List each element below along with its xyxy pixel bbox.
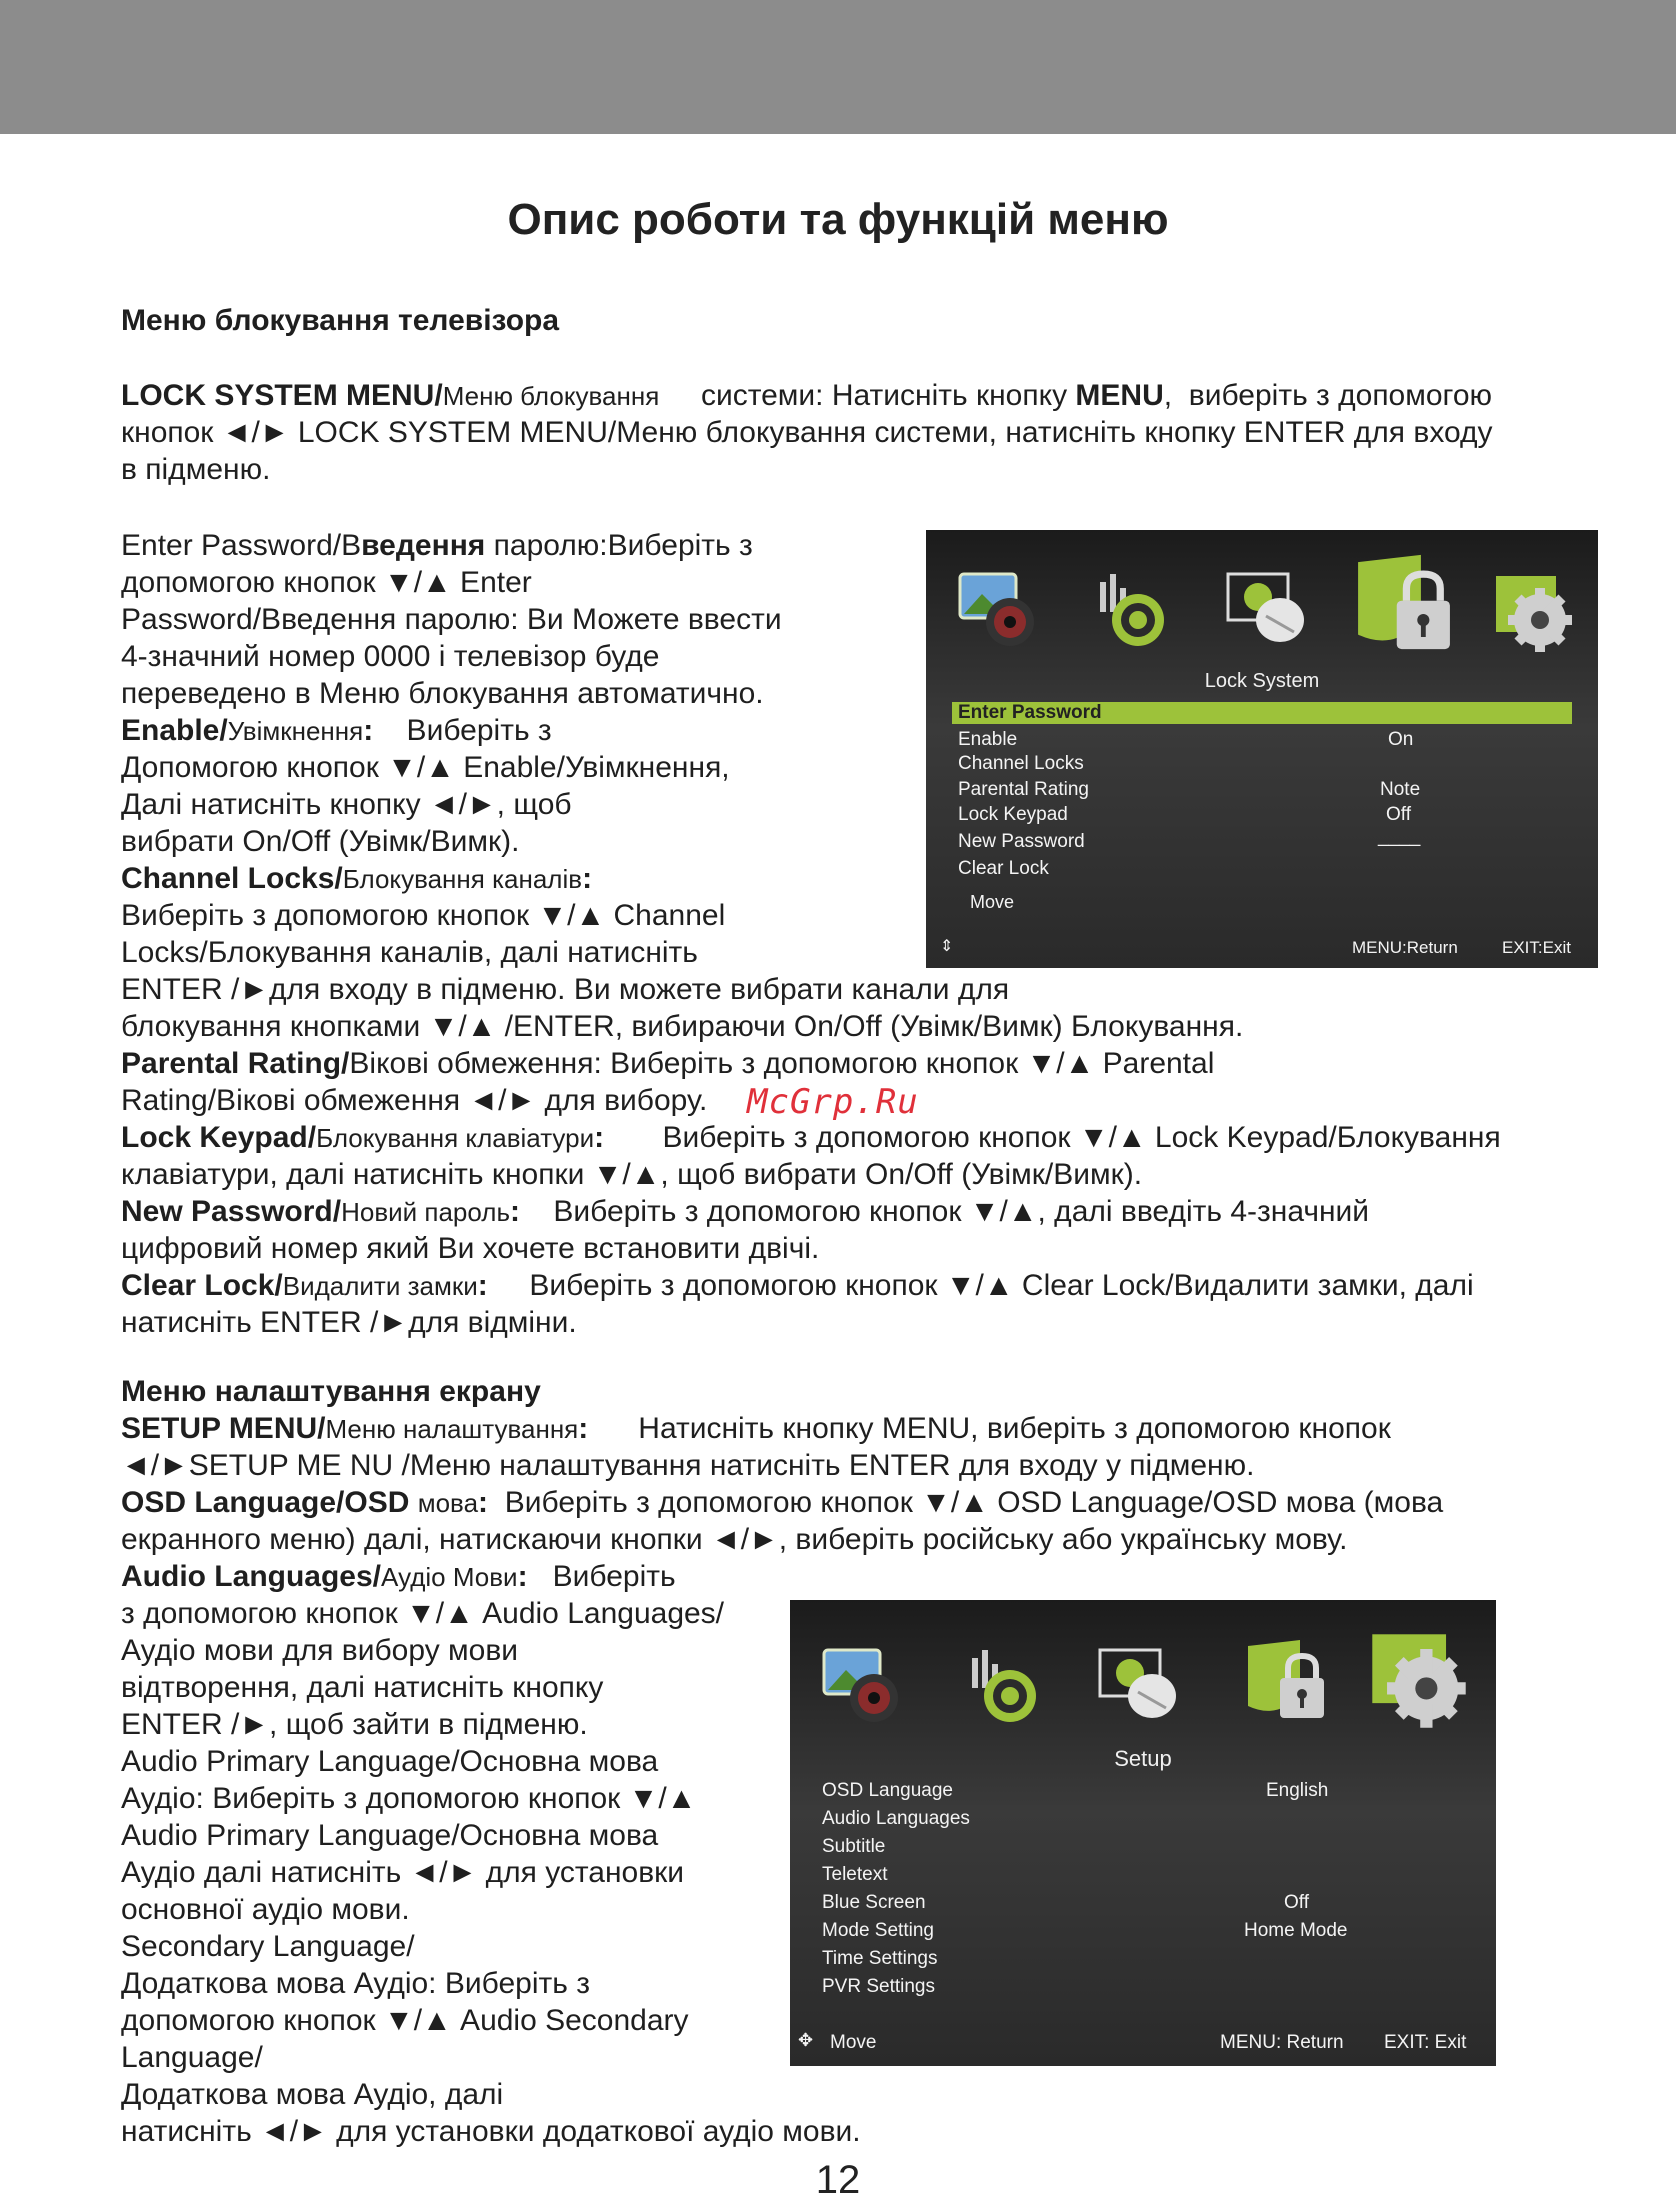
paragraph-line: допомогою кнопок ▼/▲ Audio Secondary bbox=[121, 2004, 689, 2037]
channel-icon[interactable] bbox=[1218, 560, 1314, 656]
channel-icon[interactable] bbox=[1090, 1636, 1186, 1732]
page-number: 12 bbox=[815, 2158, 861, 2202]
paragraph-line: Enter Password/Введення паролю:Виберіть з bbox=[121, 529, 753, 562]
paragraph-line: LOCK SYSTEM MENU/Меню блокування системи: Натисніть кнопку MENU, виберіть з допомогою bbox=[121, 379, 1493, 412]
paragraph-line: New Password/Новий пароль: Виберіть з допомогою кнопок ▼/▲, далі введіть 4-значний bbox=[121, 1195, 1370, 1228]
menu-item-lock-keypad[interactable]: Lock Keypad bbox=[958, 804, 1068, 825]
paragraph-line: переведено в Меню блокування автоматично. bbox=[121, 677, 764, 710]
osd-language-value: English bbox=[1266, 1780, 1329, 1801]
paragraph-line: в підменю. bbox=[121, 453, 271, 486]
paragraph-line: з допомогою кнопок ▼/▲ Audio Languages/ bbox=[121, 1597, 725, 1630]
paragraph-line: основної аудіо мови. bbox=[121, 1893, 410, 1926]
lock-icon[interactable] bbox=[1238, 1636, 1334, 1732]
menu-item-subtitle[interactable]: Subtitle bbox=[822, 1836, 886, 1857]
move-hint: Move bbox=[830, 2032, 877, 2053]
paragraph-line: ◄/►SETUP ME NU /Меню налаштування натисніть ENTER для входу у підменю. bbox=[121, 1449, 1255, 1482]
paragraph-line: Audio Primary Language/Основна мова bbox=[121, 1819, 659, 1852]
menu-item-mode-setting[interactable]: Mode Setting bbox=[822, 1920, 934, 1941]
new-password-value: ____ bbox=[1378, 826, 1421, 847]
menu-item-enter-password[interactable]: Enter Password bbox=[958, 702, 1102, 723]
setup-title: Setup bbox=[1114, 1746, 1172, 1771]
exit-hint: EXIT:Exit bbox=[1502, 938, 1571, 957]
menu-item-new-password[interactable]: New Password bbox=[958, 831, 1085, 852]
lock-system-screen bbox=[926, 530, 1598, 968]
paragraph-line: Audio Languages/Аудіо Мови: Виберіть bbox=[121, 1560, 676, 1593]
menu-item-audio-languages[interactable]: Audio Languages bbox=[822, 1808, 970, 1829]
paragraph-line: Clear Lock/Видалити замки: Виберіть з допомогою кнопок ▼/▲ Clear Lock/Видалити замки, далі bbox=[121, 1269, 1474, 1302]
paragraph-line: блокування кнопками ▼/▲ /ENTER, вибираючи On/Off (Увімк/Вимк) Блокування. bbox=[121, 1010, 1244, 1043]
picture-icon[interactable] bbox=[950, 560, 1046, 656]
paragraph-line: Виберіть з допомогою кнопок ▼/▲ Channel bbox=[121, 899, 726, 932]
menu-icon-row bbox=[926, 530, 1598, 680]
blue-screen-value: Off bbox=[1284, 1892, 1309, 1913]
paragraph-line: Додаткова мова Аудіо, далі bbox=[121, 2078, 504, 2111]
setup-screen bbox=[790, 1600, 1496, 2066]
paragraph-line: екранного меню) далі, натискаючи кнопки ◄/►, виберіть російську або українську мову. bbox=[121, 1523, 1348, 1556]
paragraph-line: Enable/Увімкнення: Виберіть з bbox=[121, 714, 552, 747]
paragraph-line: Аудіо: Виберіть з допомогою кнопок ▼/▲ bbox=[121, 1782, 697, 1815]
paragraph-line: вибрати On/Off (Увімк/Вимк). bbox=[121, 825, 520, 858]
paragraph-line: Аудіо мови для вибору мови bbox=[121, 1634, 519, 1667]
menu-item-clear-lock[interactable]: Clear Lock bbox=[958, 858, 1049, 879]
setup-icon[interactable] bbox=[1486, 566, 1582, 662]
paragraph-line: цифровий номер який Ви хочете встановити двічі. bbox=[121, 1232, 820, 1265]
menu-item-channel-locks[interactable]: Channel Locks bbox=[958, 753, 1084, 774]
mode-setting-value: Home Mode bbox=[1244, 1920, 1348, 1941]
paragraph-line: Language/ bbox=[121, 2041, 263, 2074]
paragraph-line: SETUP MENU/Меню налаштування: Натисніть кнопку MENU, виберіть з допомогою кнопок bbox=[121, 1412, 1391, 1445]
sound-icon[interactable] bbox=[1084, 560, 1180, 656]
picture-icon[interactable] bbox=[814, 1636, 910, 1732]
menu-item-parental-rating[interactable]: Parental Rating bbox=[958, 779, 1089, 800]
lock-system-title: Lock System bbox=[1204, 670, 1320, 692]
paragraph-line: допомогою кнопок ▼/▲ Enter bbox=[121, 566, 532, 599]
menu-icon-row bbox=[790, 1600, 1496, 1750]
paragraph-line: Lock Keypad/Блокування клавіатури: Виберіть з допомогою кнопок ▼/▲ Lock Keypad/Блокування bbox=[121, 1121, 1501, 1154]
paragraph-line: Далі натисніть кнопку ◄/►, щоб bbox=[121, 788, 572, 821]
paragraph-line: Password/Введення паролю: Ви Можете ввести bbox=[121, 603, 782, 636]
exit-hint: EXIT: Exit bbox=[1384, 2032, 1467, 2053]
paragraph-line: Допомогою кнопок ▼/▲ Enable/Увімкнення, bbox=[121, 751, 730, 784]
lock-keypad-value: Off bbox=[1386, 804, 1411, 825]
section-heading-lock: Меню блокування телевізора bbox=[121, 304, 560, 337]
menu-item-osd-language[interactable]: OSD Language bbox=[822, 1780, 953, 1801]
menu-item-time-settings[interactable]: Time Settings bbox=[822, 1948, 938, 1969]
menu-item-pvr-settings[interactable]: PVR Settings bbox=[822, 1976, 935, 1997]
paragraph-line: натисніть ◄/► для установки додаткової аудіо мови. bbox=[121, 2115, 861, 2148]
paragraph-line: кнопок ◄/► LOCK SYSTEM MENU/Меню блокування системи, натисніть кнопку ENTER для входу bbox=[121, 416, 1493, 449]
menu-item-enable[interactable]: Enable bbox=[958, 729, 1018, 750]
paragraph-line: Parental Rating/Вікові обмеження: Виберіть з допомогою кнопок ▼/▲ Parental bbox=[121, 1047, 1215, 1080]
paragraph-line: OSD Language/OSD мова: Виберіть з допомогою кнопок ▼/▲ OSD Language/OSD мова (мова bbox=[121, 1486, 1444, 1519]
updown-arrow-icon: ⇕ bbox=[940, 938, 954, 955]
watermark: McGrp.Ru bbox=[747, 1082, 919, 1122]
paragraph-line: клавіатури, далі натисніть кнопки ▼/▲, щоб вибрати On/Off (Увімк/Вимк). bbox=[121, 1158, 1143, 1191]
menu-return-hint: MENU: Return bbox=[1220, 2032, 1344, 2053]
paragraph-line: відтворення, далі натисніть кнопку bbox=[121, 1671, 604, 1704]
paragraph-line: натисніть ENTER /►для відміни. bbox=[121, 1306, 577, 1339]
parental-rating-value: Note bbox=[1380, 779, 1421, 800]
sound-icon[interactable] bbox=[956, 1636, 1052, 1732]
section-heading-setup: Меню налаштування екрану bbox=[121, 1375, 541, 1408]
top-banner bbox=[0, 0, 1676, 134]
paragraph-line: Додаткова мова Аудіо: Виберіть з bbox=[121, 1967, 590, 2000]
paragraph-line: ENTER /►, щоб зайти в підменю. bbox=[121, 1708, 588, 1741]
setup-icon[interactable] bbox=[1360, 1622, 1478, 1740]
page-title: Опис роботи та функцій меню bbox=[507, 195, 1169, 244]
menu-item-blue-screen[interactable]: Blue Screen bbox=[822, 1892, 926, 1913]
paragraph-line: Secondary Language/ bbox=[121, 1930, 415, 1963]
enable-value: On bbox=[1388, 729, 1414, 750]
move-arrows-icon: ✥ bbox=[798, 2030, 814, 2050]
menu-item-teletext[interactable]: Teletext bbox=[822, 1864, 888, 1885]
lock-icon[interactable] bbox=[1346, 550, 1462, 666]
paragraph-line: Audio Primary Language/Основна мова bbox=[121, 1745, 659, 1778]
paragraph-line: ENTER /►для входу в підменю. Ви можете вибрати канали для bbox=[121, 973, 1010, 1006]
paragraph-line: Аудіо далі натисніть ◄/► для установки bbox=[121, 1856, 685, 1889]
paragraph-line: Rating/Вікові обмеження ◄/► для вибору. bbox=[121, 1084, 708, 1117]
paragraph-line: Channel Locks/Блокування каналів: bbox=[121, 862, 593, 895]
paragraph-line: Locks/Блокування каналів, далі натисніть bbox=[121, 936, 698, 969]
move-hint: Move bbox=[970, 892, 1015, 912]
menu-return-hint: MENU:Return bbox=[1352, 938, 1458, 957]
paragraph-line: 4-значний номер 0000 і телевізор буде bbox=[121, 640, 660, 673]
